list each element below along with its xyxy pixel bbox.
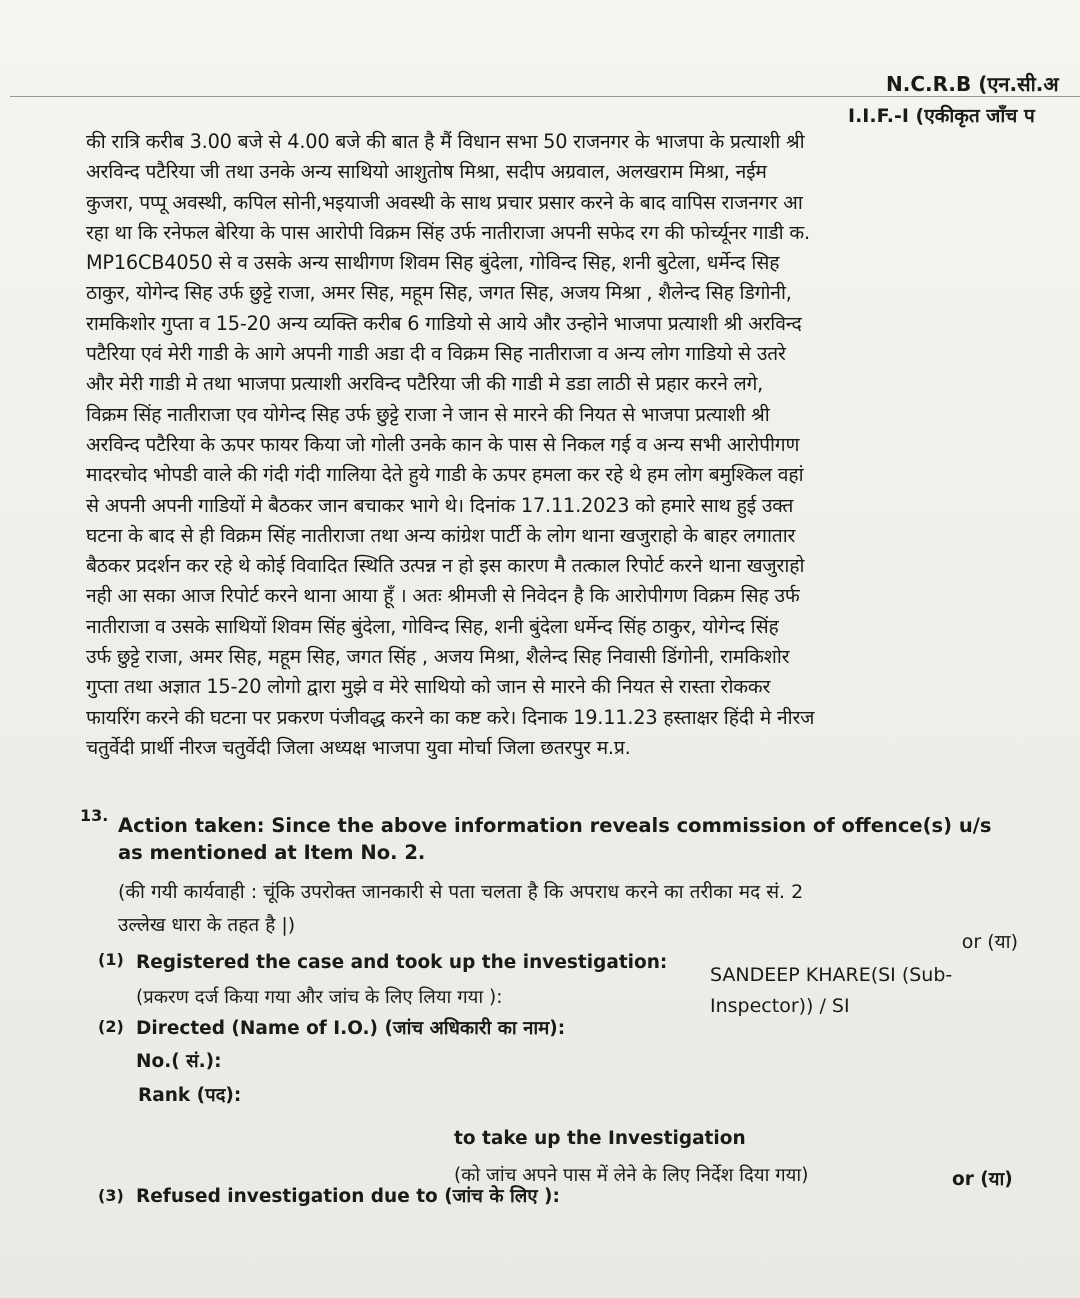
text-line: रामकिशोर गुप्ता व 15-20 अन्य व्यक्ति करीब 6 गाडियो से आये और उन्होने भाजपा प्रत्याशी श्री अरविन्द <box>86 311 802 335</box>
text-line: अरविन्द पटैरिया जी तथा उनके अन्य साथियो आशुतोष मिश्रा, सदीप अग्रवाल, अलखराम मिश्रा, नईम <box>86 160 767 184</box>
text-line: बैठकर प्रदर्शन कर रहे थे कोई विवादित स्थिति उत्पन्न न हो इस कारण मै तत्काल रिपोर्ट करने थाना खजुराहो <box>86 554 805 578</box>
form-header-iif: I.I.F.-I (एकीकृत जाँच प <box>848 105 1035 127</box>
text-line: और मेरी गाडी मे तथा भाजपा प्रत्याशी अरविन्द पटैरिया जी की गाडी मे डडा लाठी से प्रहार करने लगे, <box>86 372 764 396</box>
text-line: घटना के बाद से ही विक्रम सिंह नातीराजा तथा अन्य कांग्रेश पार्टी के लोग थाना खजुराहो के बाहर लगातार <box>86 523 796 547</box>
sub1-hindi: (प्रकरण दर्ज किया गया और जांच के लिए लिया गया ): <box>136 987 503 1008</box>
text-line: उर्फ छुट्टे राजा, अमर सिह, महूम सिह, जगत सिंह , अजय मिश्रा, शैलेन्द सिह निवासी डिंगोनी, रामकिशोर <box>86 645 790 669</box>
text-line: अरविन्द पटैरिया के ऊपर फायर किया जो गोली उनके कान के पास से निकल गई व अन्य सभी आरोपीगण <box>86 432 800 456</box>
text-line: विक्रम सिंह नातीराजा एव योगेन्द सिह उर्फ छुट्टे राजा ने जान से मारने की नियत से भाजपा प्रत्याशी श्री <box>86 402 770 426</box>
io-rank-label: Rank (पद): <box>138 1085 242 1106</box>
text-line: गुप्ता तथा अज्ञात 15-20 लोगो द्वारा मुझे व मेरे साथियो को जान से मारने की नियत से रास्ता रोककर <box>86 675 771 699</box>
item-13-hindi-line-1: (की गयी कार्यवाही : चूंकि उपरोक्त जानकारी से पता चलता है कि अपराध करने का तरीका मद सं. 2 <box>118 881 804 903</box>
item-13-hindi <box>118 876 1023 942</box>
io-name-line-1: SANDEEP KHARE(SI (Sub- <box>710 964 953 986</box>
sub3-number: (3) <box>98 1186 124 1205</box>
takeup-label: to take up the Investigation <box>454 1128 746 1149</box>
item-13-hindi-line-2: उल्लेख धारा के तहत है |) <box>118 914 296 936</box>
text-line: पटैरिया एवं मेरी गाडी के आगे अपनी गाडी अडा दी व विक्रम सिह नातीराजा व अन्य लोग गाडियो से उतरे <box>86 342 786 366</box>
form-header-ncrb: N.C.R.B (एन.सी.अ <box>886 72 1059 96</box>
item-13-action-taken <box>118 812 1038 866</box>
item-13-line-1: Action taken: Since the above information reveals commission of offence(s) u/s <box>118 814 992 837</box>
io-no-label: No.( सं.): <box>136 1051 222 1072</box>
text-line: ठाकुर, योगेन्द सिह उर्फ छुट्टे राजा, अमर सिह, महूम सिह, जगत सिह, अजय मिश्रा , शैलेन्द सिह डिगोनी, <box>86 281 792 305</box>
io-name-value <box>710 960 1030 1022</box>
takeup-hindi: (को जांच अपने पास में लेने के लिए निर्देश दिया गया) <box>454 1165 809 1186</box>
header-divider <box>10 96 1080 97</box>
or-label-2: or (या) <box>952 1169 1013 1190</box>
text-line: चतुर्वेदी प्रार्थी नीरज चतुर्वेदी जिला अध्यक्ष भाजपा युवा मोर्चा जिला छतरपुर म.प्र. <box>86 735 631 759</box>
text-line: कुजरा, पप्पू अवस्थी, कपिल सोनी,भइयाजी अवस्थी के साथ प्रचार प्रसार करने के बाद वापिस राजनगर आ <box>86 190 803 214</box>
text-line: MP16CB4050 से व उसके अन्य साथीगण शिवम सिह बुंदेला, गोविन्द सिह, शनी बुटेला, धर्मेन्द सिह <box>86 251 780 275</box>
item-13-line-2: as mentioned at Item No. 2. <box>118 841 426 864</box>
sub1-label: Registered the case and took up the investigation: <box>136 952 668 973</box>
or-label: or (या) <box>961 931 1018 953</box>
text-line: नही आ सका आज रिपोर्ट करने थाना आया हूँ । अतः श्रीमजी से निवेदन है कि आरोपीगण विक्रम सिह उर्फ <box>86 584 800 608</box>
complaint-text <box>86 127 1021 763</box>
text-line: मादरचोद भोपडी वाले की गंदी गंदी गालिया देते हुये गाडी के ऊपर हमला कर रहे थे हम लोग बमुश्किल वहां <box>86 463 804 487</box>
sub2-number: (2) <box>98 1017 124 1036</box>
sub3-label: Refused investigation due to (जांच के लिए ): <box>136 1186 560 1207</box>
text-line: फायरिंग करने की घटना पर प्रकरण पंजीवद्ध करने का कष्ट करे। दिनाक 19.11.23 हस्ताक्षर हिंदी मे नीरज <box>86 705 815 729</box>
sub2-label: Directed (Name of I.O.) (जांच अधिकारी का नाम): <box>136 1018 566 1039</box>
io-name-line-2: Inspector)) / SI <box>710 995 850 1017</box>
text-line: से अपनी अपनी गाडियों मे बैठकर जान बचाकर भागे थे। दिनांक 17.11.2023 को हमारे साथ हुई उक्त <box>86 493 794 517</box>
item-13-number: 13. <box>80 806 109 825</box>
text-line: नातीराजा व उसके साथियों शिवम सिंह बुंदेला, गोविन्द सिह, शनी बुंदेला धर्मेन्द सिंह ठाकुर, योगेन्द सिंह <box>86 614 779 638</box>
text-line: की रात्रि करीब 3.00 बजे से 4.00 बजे की बात है मैं विधान सभा 50 राजनगर के भाजपा के प्रत्याशी श्री <box>86 130 805 153</box>
text-line: रहा था कि रनेफल बेरिया के पास आरोपी विक्रम सिंह उर्फ नातीराजा अपनी सफेद रग की फोर्च्यूनर गाडी क. <box>86 220 810 244</box>
sub1-number: (1) <box>98 950 124 969</box>
